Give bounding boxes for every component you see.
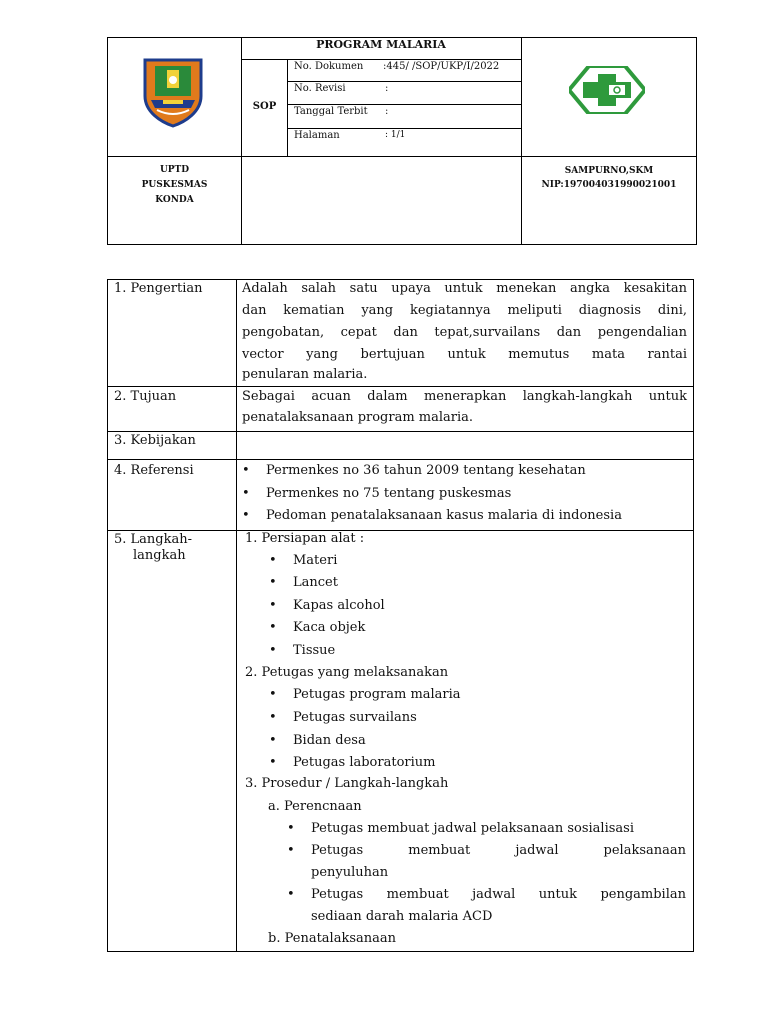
referensi-item: • Pedoman penatalaksanaan kasus malaria di indonesia — [266, 505, 622, 527]
org-line-puskesmas: PUSKESMAS — [141, 180, 208, 190]
meta-value-halaman: : 1/1 — [385, 130, 406, 140]
meta-label-no-dokumen: No. Dokumen — [294, 61, 364, 72]
org-line-uptd: UPTD — [159, 165, 190, 175]
petugas-item: • Petugas program malaria — [293, 684, 461, 706]
meta-value-tanggal-terbit: : — [385, 106, 389, 117]
label-kebijakan: 3. Kebijakan — [114, 433, 196, 448]
pengertian-line-2: dan kematian yang kegiatannya meliputi diagnosis dini, — [242, 303, 687, 318]
pengertian-line-5: penularan malaria. — [242, 367, 368, 382]
signer-name: SAMPURNO,SKM — [564, 166, 654, 176]
step-prosedur: 3. Prosedur / Langkah-langkah — [245, 776, 449, 791]
perencanaan-item: • Petugas membuat jadwal pelaksanaan sosialisasi — [311, 818, 634, 840]
tujuan-line-1: Sebagai acuan dalam menerapkan langkah-langkah untuk — [242, 389, 687, 404]
org-line-konda: KONDA — [155, 195, 194, 205]
meta-label-halaman: Halaman — [294, 130, 340, 141]
pengertian-line-4: vector yang bertujuan untuk memutus mata rantai — [242, 347, 687, 362]
label-langkah-2: langkah — [133, 548, 186, 563]
program-title: PROGRAM MALARIA — [316, 38, 446, 51]
pengertian-line-1: Adalah salah satu upaya untuk menekan angka kesakitan — [242, 281, 687, 296]
perencanaan-item-cont: penyuluhan — [311, 865, 389, 880]
sub-perencanaan: a. Perencnaan — [268, 799, 362, 814]
label-pengertian: 1. Pengertian — [114, 281, 203, 296]
tujuan-line-2: penatalaksanaan program malaria. — [242, 410, 474, 425]
alat-item: • Tissue — [293, 640, 335, 662]
meta-value-no-revisi: : — [385, 83, 389, 94]
perencanaan-item-cont: sediaan darah malaria ACD — [311, 909, 493, 924]
alat-item: • Kapas alcohol — [293, 595, 385, 617]
puskesmas-logo — [569, 66, 645, 114]
signer-nip: NIP:197004031990021001 — [541, 180, 677, 190]
petugas-item: • Bidan desa — [293, 730, 366, 752]
petugas-item: • Petugas survailans — [293, 707, 417, 729]
alat-item: • Lancet — [293, 572, 338, 594]
referensi-item: • Permenkes no 75 tentang puskesmas — [266, 483, 511, 505]
meta-value-no-dokumen: :445/ /SOP/UKP/I/2022 — [383, 61, 500, 72]
alat-item: • Materi — [293, 550, 337, 572]
alat-item: • Kaca objek — [293, 617, 365, 639]
referensi-item: • Permenkes no 36 tahun 2009 tentang kesehatan — [266, 460, 586, 482]
step-persiapan-alat: 1. Persiapan alat : — [245, 531, 365, 546]
sop-label: SOP — [252, 101, 277, 112]
petugas-item: • Petugas laboratorium — [293, 752, 435, 774]
label-tujuan: 2. Tujuan — [114, 389, 177, 404]
perencanaan-item: • Petugas membuat jadwal pelaksanaan — [311, 840, 686, 862]
perencanaan-item: • Petugas membuat jadwal untuk pengambilan — [311, 884, 686, 906]
meta-label-tanggal-terbit: Tanggal Terbit — [294, 106, 368, 117]
sub-penatalaksanaan: b. Penatalaksanaan — [268, 931, 396, 946]
label-langkah-1: 5. Langkah- — [114, 532, 193, 547]
pengertian-line-3: pengobatan, cepat dan tepat,survailans dan pengendalian — [242, 325, 687, 340]
regency-logo — [137, 56, 209, 128]
meta-label-no-revisi: No. Revisi — [294, 83, 346, 94]
label-referensi: 4. Referensi — [114, 463, 194, 478]
step-petugas: 2. Petugas yang melaksanakan — [245, 665, 449, 680]
